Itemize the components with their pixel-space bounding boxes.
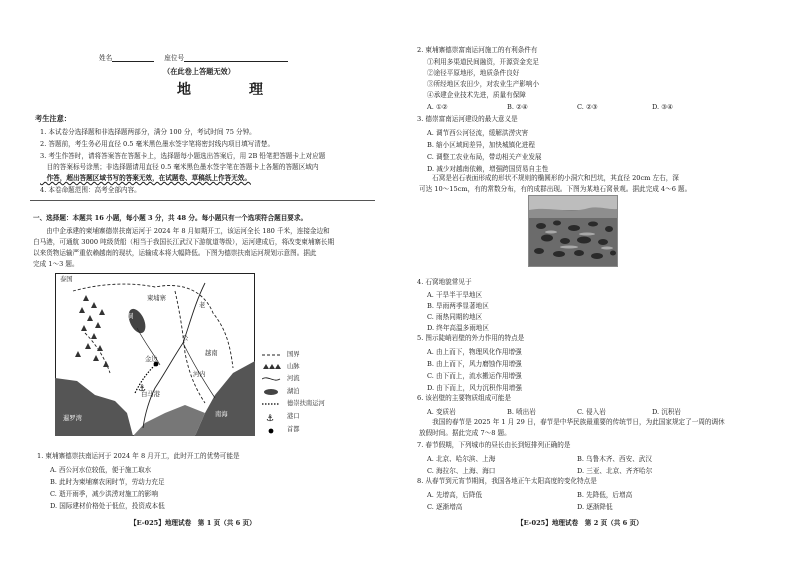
question-4-option-c[interactable]: C. 雨热同期的地区 [427, 313, 483, 321]
legend-item: 山脉 [287, 363, 300, 370]
question-7-option-b[interactable]: B. 乌鲁木齐、西安、武汉 [577, 455, 652, 463]
question-6-option-b[interactable]: B. 喷出岩 [507, 408, 536, 416]
notice-item: 3. 考生作答时，请将答案答在答题卡上，选择题每小题选出答案后，用 2B 铅笔把答题卡上对应题 [40, 152, 326, 160]
seat-label: 座位号 [164, 54, 185, 62]
question-2-stem: 2. 柬埔寨德崇富南运河施工的有利条件有 [417, 46, 538, 54]
map-label-river: 公 [182, 335, 189, 342]
map-label-baima-port: 白马港 [141, 391, 160, 398]
rock-photo-image [529, 196, 617, 266]
intro-line: 白马港，可通航 3000 吨级货船（相当于我国长江武汉下游航道等级），运河建成后，将改变柬埔寨长期 [33, 238, 335, 246]
question-2-option-b[interactable]: B. ②④ [507, 103, 528, 111]
question-7-option-c[interactable]: C. 海拉尔、上海、海口 [427, 467, 496, 475]
page-right [397, 0, 794, 561]
question-8-option-d[interactable]: D. 逐渐降低 [577, 503, 613, 511]
stone-intro-line: 石窝是岩石表面形成的形状不规则的椭圆形的小洞穴和凹坑，其直径 20cm 左右，深 [419, 174, 679, 182]
name-blank[interactable] [112, 53, 154, 62]
seat-blank[interactable] [184, 53, 288, 62]
question-7-stem: 7. 春节假期，下列城市的昼长由长到短排列正确的是 [417, 441, 571, 449]
question-4-option-b[interactable]: B. 旱雨两季显著地区 [427, 302, 489, 310]
question-7-option-a[interactable]: A. 北京、哈尔滨、上海 [427, 455, 496, 463]
subject-title: 地 理 [177, 82, 285, 98]
notice-item: 2. 答题前，考生务必用直径 0.5 毫米黑色墨水签字笔将密封线内项目填写清楚。 [40, 140, 275, 148]
map-label-hanoi: 河内 [193, 371, 206, 378]
question-5-option-a[interactable]: A. 由上而下，物理风化作用增强 [427, 348, 522, 356]
question-2-item: ②途径平原地形，地质条件良好 [427, 69, 520, 77]
notice-title: 考生注意： [35, 114, 71, 123]
question-5-option-c[interactable]: C. 由下而上，流水搬运作用增强 [427, 372, 522, 380]
no-answer-note: （在此卷上答题无效） [163, 67, 235, 76]
svg-text:⚓: ⚓ [266, 414, 275, 424]
section-heading: 一、选择题：本题共 16 小题，每小题 3 分，共 48 分。每小题只有一个选项符合题目要求。 [33, 214, 308, 222]
question-3-option-d[interactable]: D. 减少对越南依赖，增强跨国贸易自主性 [427, 165, 549, 173]
question-1-option-d[interactable]: D. 国际建材价格处于低位，投资成本低 [50, 502, 165, 510]
map-label-lake: 洞 [127, 313, 134, 320]
legend-item: 德崇扶南运河 [287, 400, 325, 407]
question-8-stem: 8. 从春节到元宵节期间，我国各地正午太阳高度的变化特点是 [417, 477, 597, 485]
intro-line: 由中企承建的柬埔寨德崇扶南运河于 2024 年 8 月如期开工，该运河全长 180 千米，连接金边和 [33, 227, 330, 235]
intro-line: 完成 1～3 题。 [33, 260, 79, 268]
question-2-item: ③所经地区农田少，对农业生产影响小 [427, 80, 540, 88]
question-1-option-c[interactable]: C. 逝开雨季，减少洪涝对施工的影响 [50, 490, 158, 498]
name-label: 姓名 [99, 54, 113, 62]
map-label-gulf: 暹罗湾 [63, 415, 82, 422]
question-5-stem: 5. 图示陡峭岩壁的外力作用的特点是 [417, 334, 525, 342]
name-field [99, 53, 288, 62]
question-6-option-d[interactable]: D. 沉积岩 [652, 408, 682, 416]
question-2-item: ④承建企业技术先进，质量有保障 [427, 91, 526, 99]
canal-map [55, 273, 255, 436]
stone-intro-line: 可达 10～15cm，有的常数分布，有的成群出现。下图为某地石窝景观。据此完成 4～6 题。 [419, 185, 692, 193]
notice-item: 1. 本试卷分选择题和非选择题两部分，满分 100 分，考试时间 75 分钟。 [40, 128, 256, 136]
divider [30, 200, 375, 201]
festival-intro-line: 放假时间。据此完成 7～8 题。 [419, 429, 511, 437]
svg-text:⚓: ⚓ [138, 384, 147, 394]
map-label-sea: 南海 [215, 411, 228, 418]
question-6-option-c[interactable]: C. 侵入岩 [577, 408, 606, 416]
legend-item: 首都 [287, 426, 300, 433]
question-6-stem: 6. 该岩壁的主要物质组成可能是 [417, 394, 512, 402]
rock-photo [528, 195, 618, 267]
question-8-option-a[interactable]: A. 先增高，后降低 [427, 491, 483, 499]
question-2-option-a[interactable]: A. ①② [427, 103, 448, 111]
map-label-phnom-penh: 金边 [145, 356, 158, 363]
question-2-option-d[interactable]: D. ③④ [652, 103, 674, 111]
question-8-option-c[interactable]: C. 逐渐增高 [427, 503, 463, 511]
question-1-option-a[interactable]: A. 西公河水位较低，便于施工取水 [50, 466, 152, 474]
map-label-laos: 老 [199, 302, 206, 309]
question-3-option-b[interactable]: B. 缩小区域间差异，加快城镇化进程 [427, 141, 535, 149]
festival-intro-line: 我国的春节是 2025 年 1 月 29 日，春节是中华民族最重要的传统节日，为此国家规定了一周的调休 [419, 418, 725, 426]
question-4-option-d[interactable]: D. 终年高温多雨地区 [427, 324, 489, 332]
question-5-option-b[interactable]: B. 由上而下，风力磨蚀作用增强 [427, 360, 522, 368]
legend-item: 国界 [287, 351, 300, 358]
question-6-option-a[interactable]: A. 变质岩 [427, 408, 456, 416]
question-7-option-d[interactable]: D. 三亚、北京、齐齐哈尔 [577, 467, 653, 475]
map-label-thailand: 泰国 [60, 276, 73, 283]
page-footer-left: 【E-025】地理试卷 第 1 页（共 6 页） [130, 519, 256, 527]
question-3-option-a[interactable]: A. 调节西公河径流，缓解洪涝灾害 [427, 129, 529, 137]
question-1-stem: 1. 柬埔寨德崇扶南运河于 2024 年 8 月开工，此时开工的优势可能是 [37, 452, 240, 460]
question-2-option-c[interactable]: C. ②③ [577, 103, 598, 111]
page-footer-right: 【E-025】地理试卷 第 2 页（共 6 页） [517, 519, 643, 527]
notice-item: 4. 本卷命题范围：高考全部内容。 [40, 186, 141, 194]
legend-item: 河流 [287, 375, 300, 382]
notice-item: 作答，超出答题区域书写的答案无效，在试题卷、草稿纸上作答无效。 [40, 174, 251, 182]
legend-symbols [262, 351, 282, 443]
question-2-item: ①利用多渠道民间融资，开源资金充足 [427, 58, 540, 66]
question-3-option-c[interactable]: C. 调整工农业布局，带动相关产业发展 [427, 153, 542, 161]
question-5-option-d[interactable]: D. 由下而上，风力沉积作用增强 [427, 384, 522, 392]
question-4-stem: 4. 石窝地貌常见于 [417, 278, 472, 286]
question-4-option-a[interactable]: A. 干旱半干旱地区 [427, 291, 483, 299]
intro-line: 以来货物运输严重依赖越南的现状，运输成本将大幅降低。下图为德崇扶南运河规划示意图。据此 [33, 249, 317, 257]
legend-item: 港口 [287, 413, 300, 420]
map-label-cambodia: 柬埔寨 [147, 295, 166, 302]
notice-item: 目的答案标号涂黑；非选择题请用直径 0.5 毫米黑色墨水签字笔在答题卡上各题的答题区域内 [40, 163, 319, 171]
question-1-option-b[interactable]: B. 此时为柬埔寨农闲时节，劳动力充足 [50, 478, 165, 486]
question-3-stem: 3. 德崇富南运河建设的最大意义是 [417, 115, 518, 123]
map-label-vietnam: 越南 [205, 350, 218, 357]
legend-item: 湖泊 [287, 388, 300, 395]
question-8-option-b[interactable]: B. 先降低，后增高 [577, 491, 633, 499]
